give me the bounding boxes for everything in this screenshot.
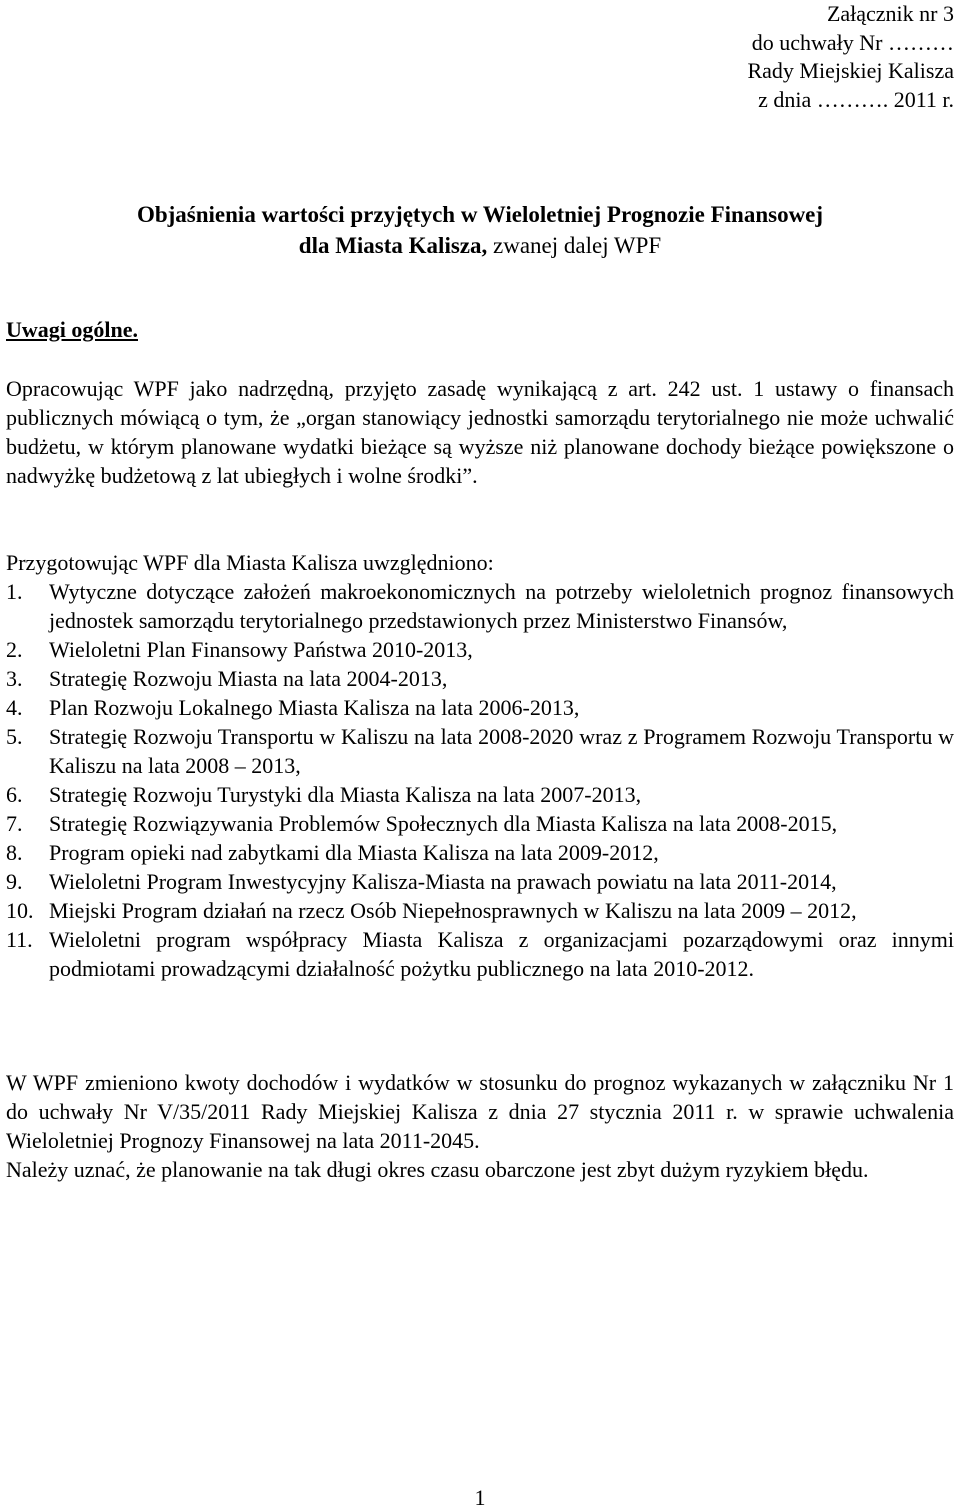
list-item-text: Strategię Rozwiązywania Problemów Społecznych dla Miasta Kalisza na lata 2008-2015, bbox=[49, 811, 838, 836]
list-item bbox=[6, 722, 954, 780]
considered-documents-list bbox=[6, 577, 954, 983]
list-item-text: Program opieki nad zabytkami dla Miasta Kalisza na lata 2009-2012, bbox=[49, 840, 659, 865]
list-item-text: Strategię Rozwoju Miasta na lata 2004-2013, bbox=[49, 666, 448, 691]
list-item bbox=[6, 838, 954, 867]
document-title bbox=[0, 199, 960, 261]
list-item-text: Wieloletni Program Inwestycyjny Kalisza-Miasta na prawach powiatu na lata 2011-2014, bbox=[49, 869, 837, 894]
list-item-text: Miejski Program działań na rzecz Osób Niepełnosprawnych w Kaliszu na lata 2009 – 2012, bbox=[49, 898, 857, 923]
list-item bbox=[6, 577, 954, 635]
list-item-number: 2. bbox=[6, 637, 23, 662]
section-heading: Uwagi ogólne. bbox=[6, 317, 138, 342]
list-item-number: 11. bbox=[6, 927, 33, 952]
list-item-number: 9. bbox=[6, 869, 23, 894]
list-item bbox=[6, 809, 954, 838]
list-item bbox=[6, 896, 954, 925]
list-item-text: Wytyczne dotyczące założeń makroekonomicznych na potrzeby wieloletnich prognoz finansowych jednostek samorządu terytorialnego przedstawionych przez Ministerstwo Finansów, bbox=[49, 579, 954, 633]
list-item-text: Plan Rozwoju Lokalnego Miasta Kalisza na lata 2006-2013, bbox=[49, 695, 580, 720]
title-line-2-bold: dla Miasta Kalisza, bbox=[298, 233, 488, 258]
header-line-council: Rady Miejskiej Kalisza bbox=[747, 58, 954, 83]
list-item-number: 8. bbox=[6, 840, 23, 865]
list-item bbox=[6, 664, 954, 693]
list-item bbox=[6, 780, 954, 809]
list-item-text: Wieloletni program współpracy Miasta Kalisza z organizacjami pozarządowymi oraz innymi podmiotami prowadzącymi działalność pożytku publicznego na lata 2010-2012. bbox=[49, 927, 954, 981]
list-item bbox=[6, 925, 954, 983]
attachment-header bbox=[747, 0, 954, 114]
header-line-attachment: Załącznik nr 3 bbox=[826, 1, 954, 26]
changes-paragraph: W WPF zmieniono kwoty dochodów i wydatków w stosunku do prognoz wykazanych w załączniku Nr 1 do uchwały Nr V/35/2011 Rady Miejskiej Kalisza z dnia 27 stycznia 2011 r. w sprawie uchwalenia Wieloletniej Prognozy Finansowej na lata 2011-2045. bbox=[6, 1070, 954, 1153]
list-item-number: 1. bbox=[6, 579, 23, 604]
list-item-text: Strategię Rozwoju Transportu w Kaliszu na lata 2008-2020 wraz z Programem Rozwoju Transportu w Kaliszu na lata 2008 – 2013, bbox=[49, 724, 954, 778]
title-line-1: Objaśnienia wartości przyjętych w Wieloletniej Prognozie Finansowej bbox=[136, 202, 824, 227]
list-intro-paragraph: Przygotowując WPF dla Miasta Kalisza uwzględniono: bbox=[6, 550, 494, 575]
risk-paragraph: Należy uznać, że planowanie na tak długi okres czasu obarczone jest zbyt dużym ryzykiem błędu. bbox=[6, 1157, 869, 1182]
page-number: 1 bbox=[474, 1485, 486, 1510]
title-line-2-rest: zwanej dalej WPF bbox=[487, 233, 662, 258]
list-item-text: Wieloletni Plan Finansowy Państwa 2010-2013, bbox=[49, 637, 473, 662]
list-item bbox=[6, 867, 954, 896]
list-item bbox=[6, 693, 954, 722]
list-item-number: 6. bbox=[6, 782, 23, 807]
list-item-number: 3. bbox=[6, 666, 23, 691]
header-line-date: z dnia ………. 2011 r. bbox=[758, 86, 954, 112]
list-item-number: 10. bbox=[6, 898, 34, 923]
list-item-number: 5. bbox=[6, 724, 23, 749]
list-item-number: 4. bbox=[6, 695, 23, 720]
list-item-number: 7. bbox=[6, 811, 23, 836]
intro-paragraph: Opracowując WPF jako nadrzędną, przyjęto zasadę wynikającą z art. 242 ust. 1 ustawy o finansach publicznych mówiącą o tym, że „organ stanowiący jednostki samorządu terytorialnego nie może uchwalić budżetu, w którym planowane wydatki bieżące są wyższe niż planowane dochody bieżące powiększone o nadwyżkę budżetową z lat ubiegłych i wolne środki”. bbox=[6, 376, 954, 488]
header-line-resolution: do uchwały Nr ……… bbox=[751, 29, 954, 55]
list-item bbox=[6, 635, 954, 664]
list-item-text: Strategię Rozwoju Turystyki dla Miasta Kalisza na lata 2007-2013, bbox=[49, 782, 642, 807]
